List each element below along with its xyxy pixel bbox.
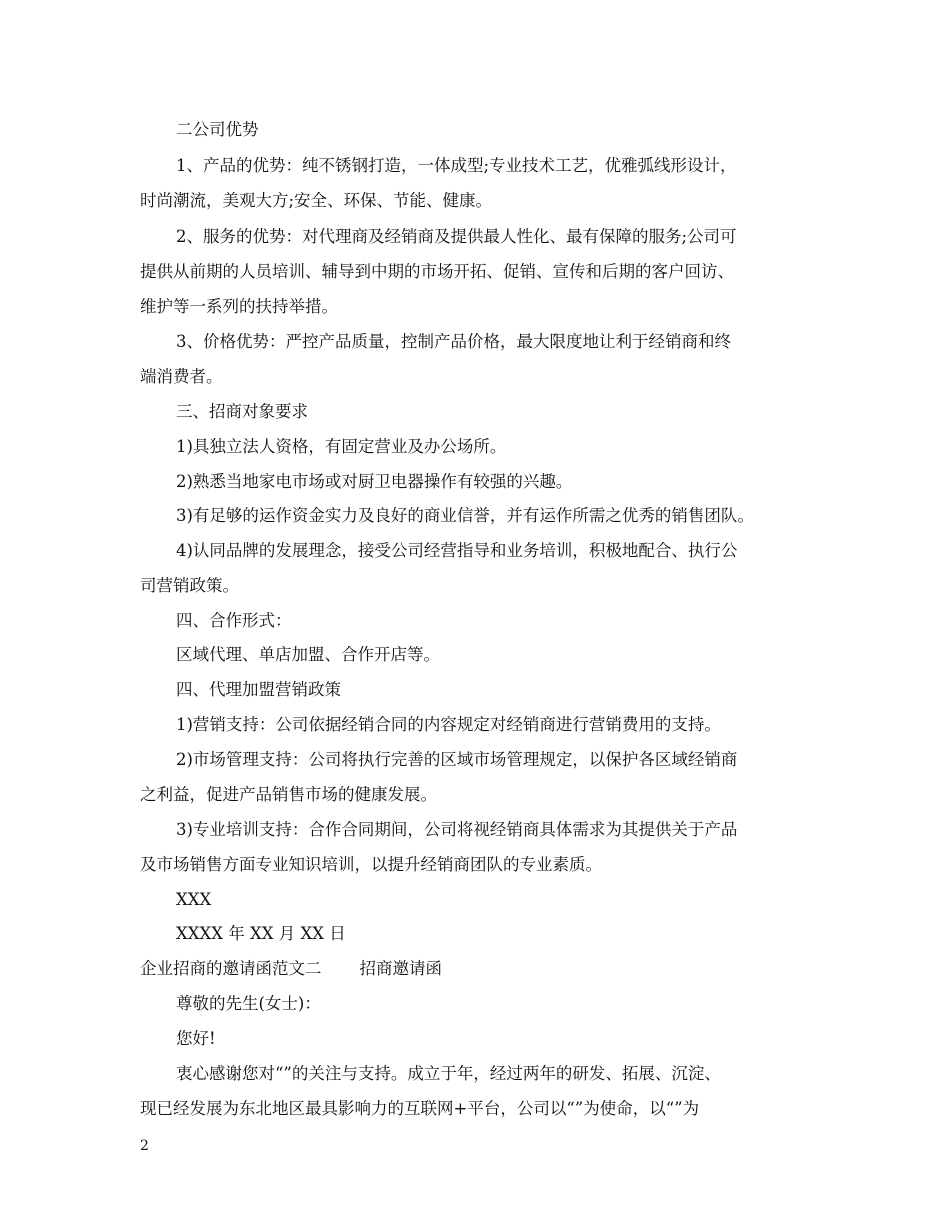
paragraph-line: 端消费者。 <box>140 367 223 386</box>
heading-company-advantages: 二公司优势 <box>176 120 259 139</box>
list-item: 2)熟悉当地家电市场或对厨卫电器操作有较强的兴趣。 <box>176 472 573 491</box>
section-title: 企业招商的邀请函范文二 <box>140 959 322 978</box>
paragraph-line: 提供从前期的人员培训、辅导到中期的市场开拓、促销、宣传和后期的客户回访、 <box>140 262 734 281</box>
paragraph-line: 时尚潮流，美观大方;安全、环保、节能、健康。 <box>140 191 493 210</box>
section-title-line <box>140 959 442 979</box>
list-item: 2)市场管理支持：公司将执行完善的区域市场管理规定，以保护各区域经销商 <box>176 750 738 769</box>
heading-requirements: 三、招商对象要求 <box>176 402 308 421</box>
list-item: 3)有足够的运作资金实力及良好的商业信誉，并有运作所需之优秀的销售团队。 <box>176 506 754 525</box>
greeting: 您好! <box>176 1029 216 1048</box>
list-item: 1)具独立法人资格，有固定营业及办公场所。 <box>176 437 507 456</box>
paragraph-line: 1、产品的优势：纯不锈钢打造，一体成型;专业技术工艺，优雅弧线形设计， <box>176 156 737 175</box>
heading-marketing-policy: 四、代理加盟营销政策 <box>176 680 341 699</box>
paragraph-line: 现已经发展为东北地区最具影响力的互联网+平台，公司以“”为使命，以“”为 <box>140 1099 700 1118</box>
page-number: 2 <box>140 1138 149 1154</box>
list-item: 1)营销支持：公司依据经销合同的内容规定对经销商进行营销费用的支持。 <box>176 715 721 734</box>
list-item: 3)专业培训支持：合作合同期间，公司将视经销商具体需求为其提供关于产品 <box>176 820 738 839</box>
heading-cooperation-form: 四、合作形式： <box>176 611 292 630</box>
signature-name: XXX <box>176 890 212 909</box>
paragraph-line: 司营销政策。 <box>140 576 239 595</box>
signature-date: XXXX 年 XX 月 XX 日 <box>176 924 346 943</box>
letter-title: 招商邀请函 <box>359 959 442 978</box>
paragraph-line: 衷心感谢您对“”的关注与支持。成立于年，经过两年的研发、拓展、沉淀、 <box>176 1064 721 1083</box>
paragraph-line: 维护等一系列的扶持举措。 <box>140 297 338 316</box>
paragraph-line: 3、价格优势：严控产品质量，控制产品价格，最大限度地让利于经销商和终 <box>176 332 731 351</box>
list-item: 4)认同品牌的发展理念，接受公司经营指导和业务培训，积极地配合、执行公 <box>176 541 738 560</box>
paragraph-line: 及市场销售方面专业知识培训，以提升经销商团队的专业素质。 <box>140 855 602 874</box>
paragraph-line: 区域代理、单店加盟、合作开店等。 <box>176 645 440 664</box>
paragraph-line: 之利益，促进产品销售市场的健康发展。 <box>140 785 437 804</box>
salutation: 尊敬的先生(女士)： <box>176 994 321 1013</box>
paragraph-line: 2、服务的优势：对代理商及经销商及提供最人性化、最有保障的服务;公司可 <box>176 227 737 246</box>
